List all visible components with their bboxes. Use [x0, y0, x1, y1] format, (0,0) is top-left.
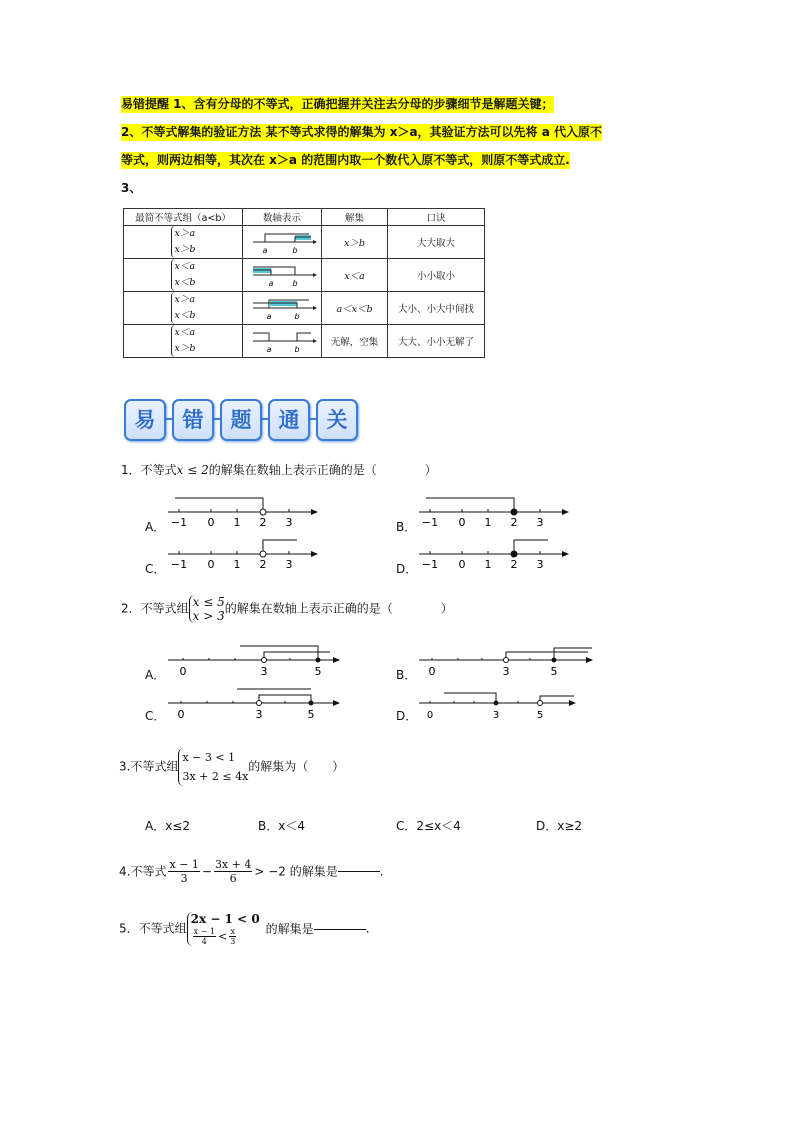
q1-option-c-number-line	[165, 534, 320, 574]
question-5	[119, 912, 370, 946]
tick-label: 1	[233, 558, 241, 571]
q3-choice-a: A．x≤2	[145, 819, 191, 833]
rhyme-cell: 大小、小大中间找	[388, 292, 485, 325]
q2-option-d-number-line	[416, 683, 581, 725]
inequality-system	[171, 325, 196, 357]
answer-blank[interactable]	[314, 929, 366, 930]
rhyme-cell: 大大、小小无解了	[388, 325, 485, 358]
q3-choice-d: D．x≥2	[536, 819, 583, 833]
q1-suffix: 的解集在数轴上表示正确的是（ ）	[208, 463, 437, 477]
tick-label: 0	[179, 665, 187, 678]
axis-label-b: b	[292, 278, 298, 288]
tip-line-4: 3、	[121, 181, 142, 195]
solution-cell: 无解，空集	[322, 325, 388, 358]
tick-label: 3	[285, 558, 293, 571]
fraction-numerator: x − 1	[169, 858, 199, 871]
tick-label: 2	[510, 558, 518, 571]
table-row	[124, 226, 485, 259]
rhyme-cell: 小小取小	[388, 259, 485, 292]
q1-math: x ≤ 2	[176, 463, 209, 477]
ineq-line: x＞a	[174, 294, 196, 305]
mini-number-line	[247, 227, 317, 255]
tip-line-3: 等式，则两边相等，其次在 x＞a 的范围内取一个数代入原不等式，则原不等式成立.	[121, 153, 570, 167]
ineq-line: x＜a	[174, 327, 196, 338]
q2-system	[189, 595, 225, 623]
tick-label: 3	[285, 516, 293, 529]
q2-option-c-number-line	[165, 683, 345, 725]
q2-line1: x ≤ 5	[192, 595, 225, 609]
axis-label-a: a	[266, 344, 272, 354]
q3-choice-c: C．2≤x＜4	[396, 819, 461, 833]
table-header: 口诀	[388, 209, 485, 226]
q5-fraction-2	[229, 927, 236, 946]
tick-label: −1	[170, 516, 188, 529]
q3-suffix: 的解集为（ ）	[248, 759, 345, 774]
ineq-line: x＜a	[174, 261, 196, 272]
tick-label: 0	[458, 558, 466, 571]
q3-line1: x − 3 < 1	[182, 751, 236, 764]
axis-label-a: a	[268, 278, 274, 288]
axis-label-b: b	[294, 344, 300, 354]
tick-label: 3	[492, 710, 500, 721]
inequality-system	[171, 259, 196, 291]
table-row	[124, 259, 485, 292]
q2-option-a-label: A．	[145, 668, 166, 682]
question-2	[121, 595, 453, 623]
fraction-denominator: 6	[229, 872, 237, 885]
tick-label: −1	[421, 558, 439, 571]
answer-blank[interactable]	[338, 871, 380, 872]
q2-option-b-label: B．	[396, 668, 417, 682]
tick-label: 3	[536, 516, 544, 529]
ineq-line: x＞b	[174, 343, 196, 354]
axis-label-b: b	[292, 245, 298, 255]
table-header: 最简不等式组（a<b）	[124, 209, 243, 226]
q3-choice-b: B．x＜4	[258, 819, 305, 833]
q4-end: .	[379, 864, 384, 879]
q5-suffix: 的解集是	[265, 921, 314, 936]
ineq-line: x＜b	[174, 277, 196, 288]
tick-label: 3	[260, 665, 268, 678]
tick-label: 0	[428, 665, 436, 678]
q1-option-b-label: B．	[396, 520, 417, 534]
tick-label: 1	[233, 516, 241, 529]
question-4	[119, 856, 384, 887]
banner-char: 通	[268, 399, 310, 441]
tip-line-1: 易错提醒 1、含有分母的不等式，正确把握并关注去分母的步骤细节是解题关键；	[121, 97, 554, 111]
ineq-line: x＞b	[174, 244, 196, 255]
q1-option-a-number-line	[165, 492, 320, 532]
mini-number-line	[247, 326, 317, 354]
q1-option-d-number-line	[416, 534, 571, 574]
q5-line1: 2x − 1 < 0	[190, 912, 260, 926]
mini-number-line	[247, 293, 317, 321]
q4-tail: > −2 的解集是	[254, 864, 338, 879]
fraction-numerator: x − 1	[193, 927, 216, 936]
rhyme-cell: 大大取大	[388, 226, 485, 259]
tick-label: 1	[484, 516, 492, 529]
ineq-line: x＞a	[174, 228, 196, 239]
tick-label: 3	[502, 665, 510, 678]
solution-cell: a＜x＜b	[322, 292, 388, 325]
q2-prefix: 2．不等式组	[121, 601, 189, 616]
q4-minus: −	[201, 864, 212, 879]
solution-cell: x＞b	[322, 226, 388, 259]
fraction-denominator: 3	[230, 937, 236, 946]
banner-char: 关	[316, 399, 358, 441]
tick-label: 3	[536, 558, 544, 571]
fraction-denominator: 4	[201, 937, 207, 946]
tick-label: −1	[421, 516, 439, 529]
tick-label: 0	[426, 710, 434, 721]
axis-label-a: a	[262, 245, 268, 255]
q1-option-a-label: A．	[145, 520, 166, 534]
q3-line2: 3x + 2 ≤ 4x	[182, 770, 249, 783]
mini-number-line	[247, 260, 317, 288]
axis-label-a: a	[266, 311, 272, 321]
q4-fraction-1	[168, 858, 199, 885]
q5-prefix: 5．不等式组	[119, 921, 187, 936]
q5-less-than: <	[218, 930, 228, 943]
question-3	[119, 748, 344, 786]
tick-label: 2	[259, 516, 267, 529]
q1-option-c-label: C．	[145, 562, 166, 576]
q1-prefix: 1．不等式	[121, 463, 177, 477]
q1-option-b-number-line	[416, 492, 571, 532]
q2-option-c-label: C．	[145, 709, 166, 723]
tick-label: 0	[458, 516, 466, 529]
banner-char: 易	[124, 399, 166, 441]
q2-option-d-label: D．	[396, 709, 418, 723]
question-1	[121, 462, 437, 479]
table-row	[124, 325, 485, 358]
tick-label: −1	[170, 558, 188, 571]
solution-cell: x＜a	[322, 259, 388, 292]
tick-label: 5	[550, 665, 558, 678]
q4-prefix: 4.不等式	[119, 864, 167, 879]
q3-prefix: 3.不等式组	[119, 759, 179, 774]
q5-system	[187, 912, 260, 946]
tip-line-2: 2、不等式解集的验证方法 某不等式求得的解集为 x＞a，其验证方法可以先将 a 代入原不	[121, 125, 602, 139]
tick-label: 5	[307, 708, 315, 721]
q1-option-d-label: D．	[396, 562, 418, 576]
fraction-numerator: x	[230, 927, 236, 936]
tick-label: 0	[177, 708, 185, 721]
q5-end: .	[365, 921, 370, 936]
tick-label: 0	[207, 558, 215, 571]
tick-label: 3	[255, 708, 263, 721]
banner-char: 题	[220, 399, 262, 441]
tick-label: 5	[536, 710, 544, 721]
tick-label: 0	[207, 516, 215, 529]
inequality-system	[171, 226, 196, 258]
q3-system	[178, 748, 248, 786]
table-header: 解集	[322, 209, 388, 226]
q5-fraction-1	[193, 927, 216, 946]
ineq-line: x＜b	[174, 310, 196, 321]
tick-label: 2	[510, 516, 518, 529]
summary-table	[123, 208, 485, 358]
axis-label-b: b	[294, 311, 300, 321]
tick-label: 2	[259, 558, 267, 571]
q2-line2: x > 3	[192, 609, 225, 623]
table-header: 数轴表示	[243, 209, 322, 226]
tick-label: 1	[484, 558, 492, 571]
banner-char: 错	[172, 399, 214, 441]
tick-label: 5	[314, 665, 322, 678]
inequality-system	[171, 292, 196, 324]
fraction-denominator: 3	[180, 872, 188, 885]
table-row	[124, 292, 485, 325]
q2-option-b-number-line	[416, 640, 598, 682]
q2-suffix: 的解集在数轴上表示正确的是（ ）	[224, 601, 453, 616]
q4-fraction-2	[214, 858, 252, 885]
q2-option-a-number-line	[165, 640, 345, 682]
fraction-numerator: 3x + 4	[214, 858, 252, 871]
